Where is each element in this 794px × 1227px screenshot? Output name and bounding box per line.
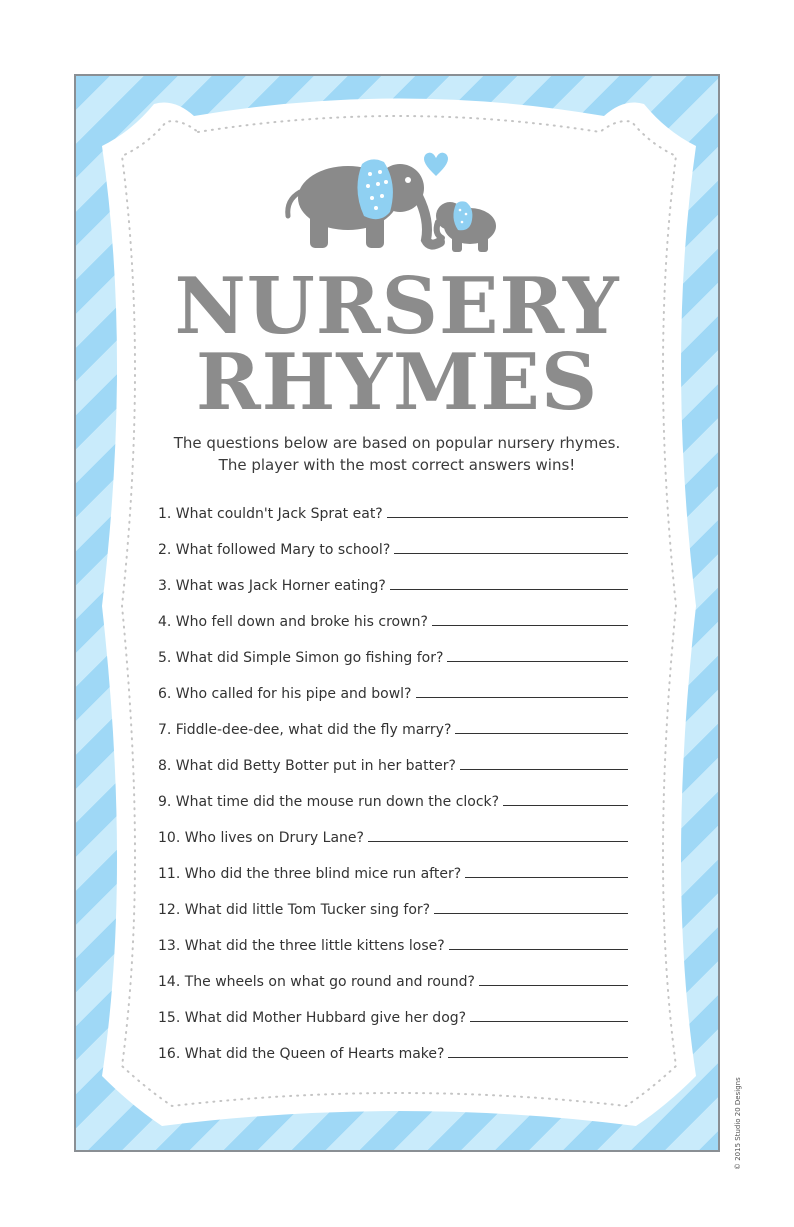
question-text: 15. What did Mother Hubbard give her dog? (158, 1010, 467, 1026)
copyright-notice: © 2015 Studio 20 Designs (734, 1077, 742, 1170)
title-line-2: RHYMES (195, 337, 599, 428)
answer-line[interactable] (449, 949, 628, 950)
question-9 (158, 774, 628, 810)
question-3 (158, 558, 628, 594)
question-text: 13. What did the three little kittens lose? (158, 938, 445, 954)
title-line-1: NURSERY (174, 261, 620, 352)
question-15 (158, 990, 628, 1026)
question-text: 4. Who fell down and broke his crown? (158, 614, 428, 630)
answer-line[interactable] (479, 985, 628, 986)
question-text: 5. What did Simple Simon go fishing for? (158, 650, 444, 666)
answer-line[interactable] (503, 805, 628, 806)
question-8 (158, 738, 628, 774)
heart-icon (424, 153, 448, 176)
answer-line[interactable] (465, 877, 628, 878)
answer-line[interactable] (387, 517, 628, 518)
question-text: 3. What was Jack Horner eating? (158, 578, 386, 594)
question-5 (158, 630, 628, 666)
question-text: 12. What did little Tom Tucker sing for? (158, 902, 431, 918)
question-11 (158, 846, 628, 882)
question-text: 14. The wheels on what go round and round? (158, 974, 475, 990)
question-14 (158, 954, 628, 990)
answer-line[interactable] (460, 769, 628, 770)
question-2 (158, 522, 628, 558)
answer-line[interactable] (434, 913, 628, 914)
question-text: 6. Who called for his pipe and bowl? (158, 686, 412, 702)
question-10 (158, 810, 628, 846)
question-7 (158, 702, 628, 738)
answer-line[interactable] (394, 553, 628, 554)
question-13 (158, 918, 628, 954)
question-text: 16. What did the Queen of Hearts make? (158, 1046, 445, 1062)
answer-line[interactable] (432, 625, 628, 626)
question-1 (158, 500, 628, 522)
baby-elephant-icon (436, 201, 496, 252)
answer-line[interactable] (390, 589, 628, 590)
question-text: 9. What time did the mouse run down the clock? (158, 794, 500, 810)
question-4 (158, 594, 628, 630)
elephant-illustration (280, 150, 520, 260)
question-text: 8. What did Betty Botter put in her batter? (158, 758, 456, 774)
answer-line[interactable] (470, 1021, 628, 1022)
answer-line[interactable] (368, 841, 628, 842)
answer-line[interactable] (447, 661, 628, 662)
mother-elephant-icon (288, 159, 440, 248)
question-6 (158, 666, 628, 702)
instructions: The questions below are based on popular nursery rhymes. The player with the most correct answers wins! (173, 434, 621, 474)
question-text: 10. Who lives on Drury Lane? (158, 830, 364, 846)
answer-line[interactable] (416, 697, 629, 698)
question-16 (158, 1026, 628, 1062)
answer-line[interactable] (455, 733, 628, 734)
question-text: 7. Fiddle-dee-dee, what did the fly marry? (158, 722, 452, 738)
question-list (158, 500, 628, 1062)
question-12 (158, 882, 628, 918)
question-text: 2. What followed Mary to school? (158, 542, 391, 558)
question-text: 1. What couldn't Jack Sprat eat? (158, 506, 383, 522)
question-text: 11. Who did the three blind mice run after? (158, 866, 462, 882)
answer-line[interactable] (448, 1057, 628, 1058)
